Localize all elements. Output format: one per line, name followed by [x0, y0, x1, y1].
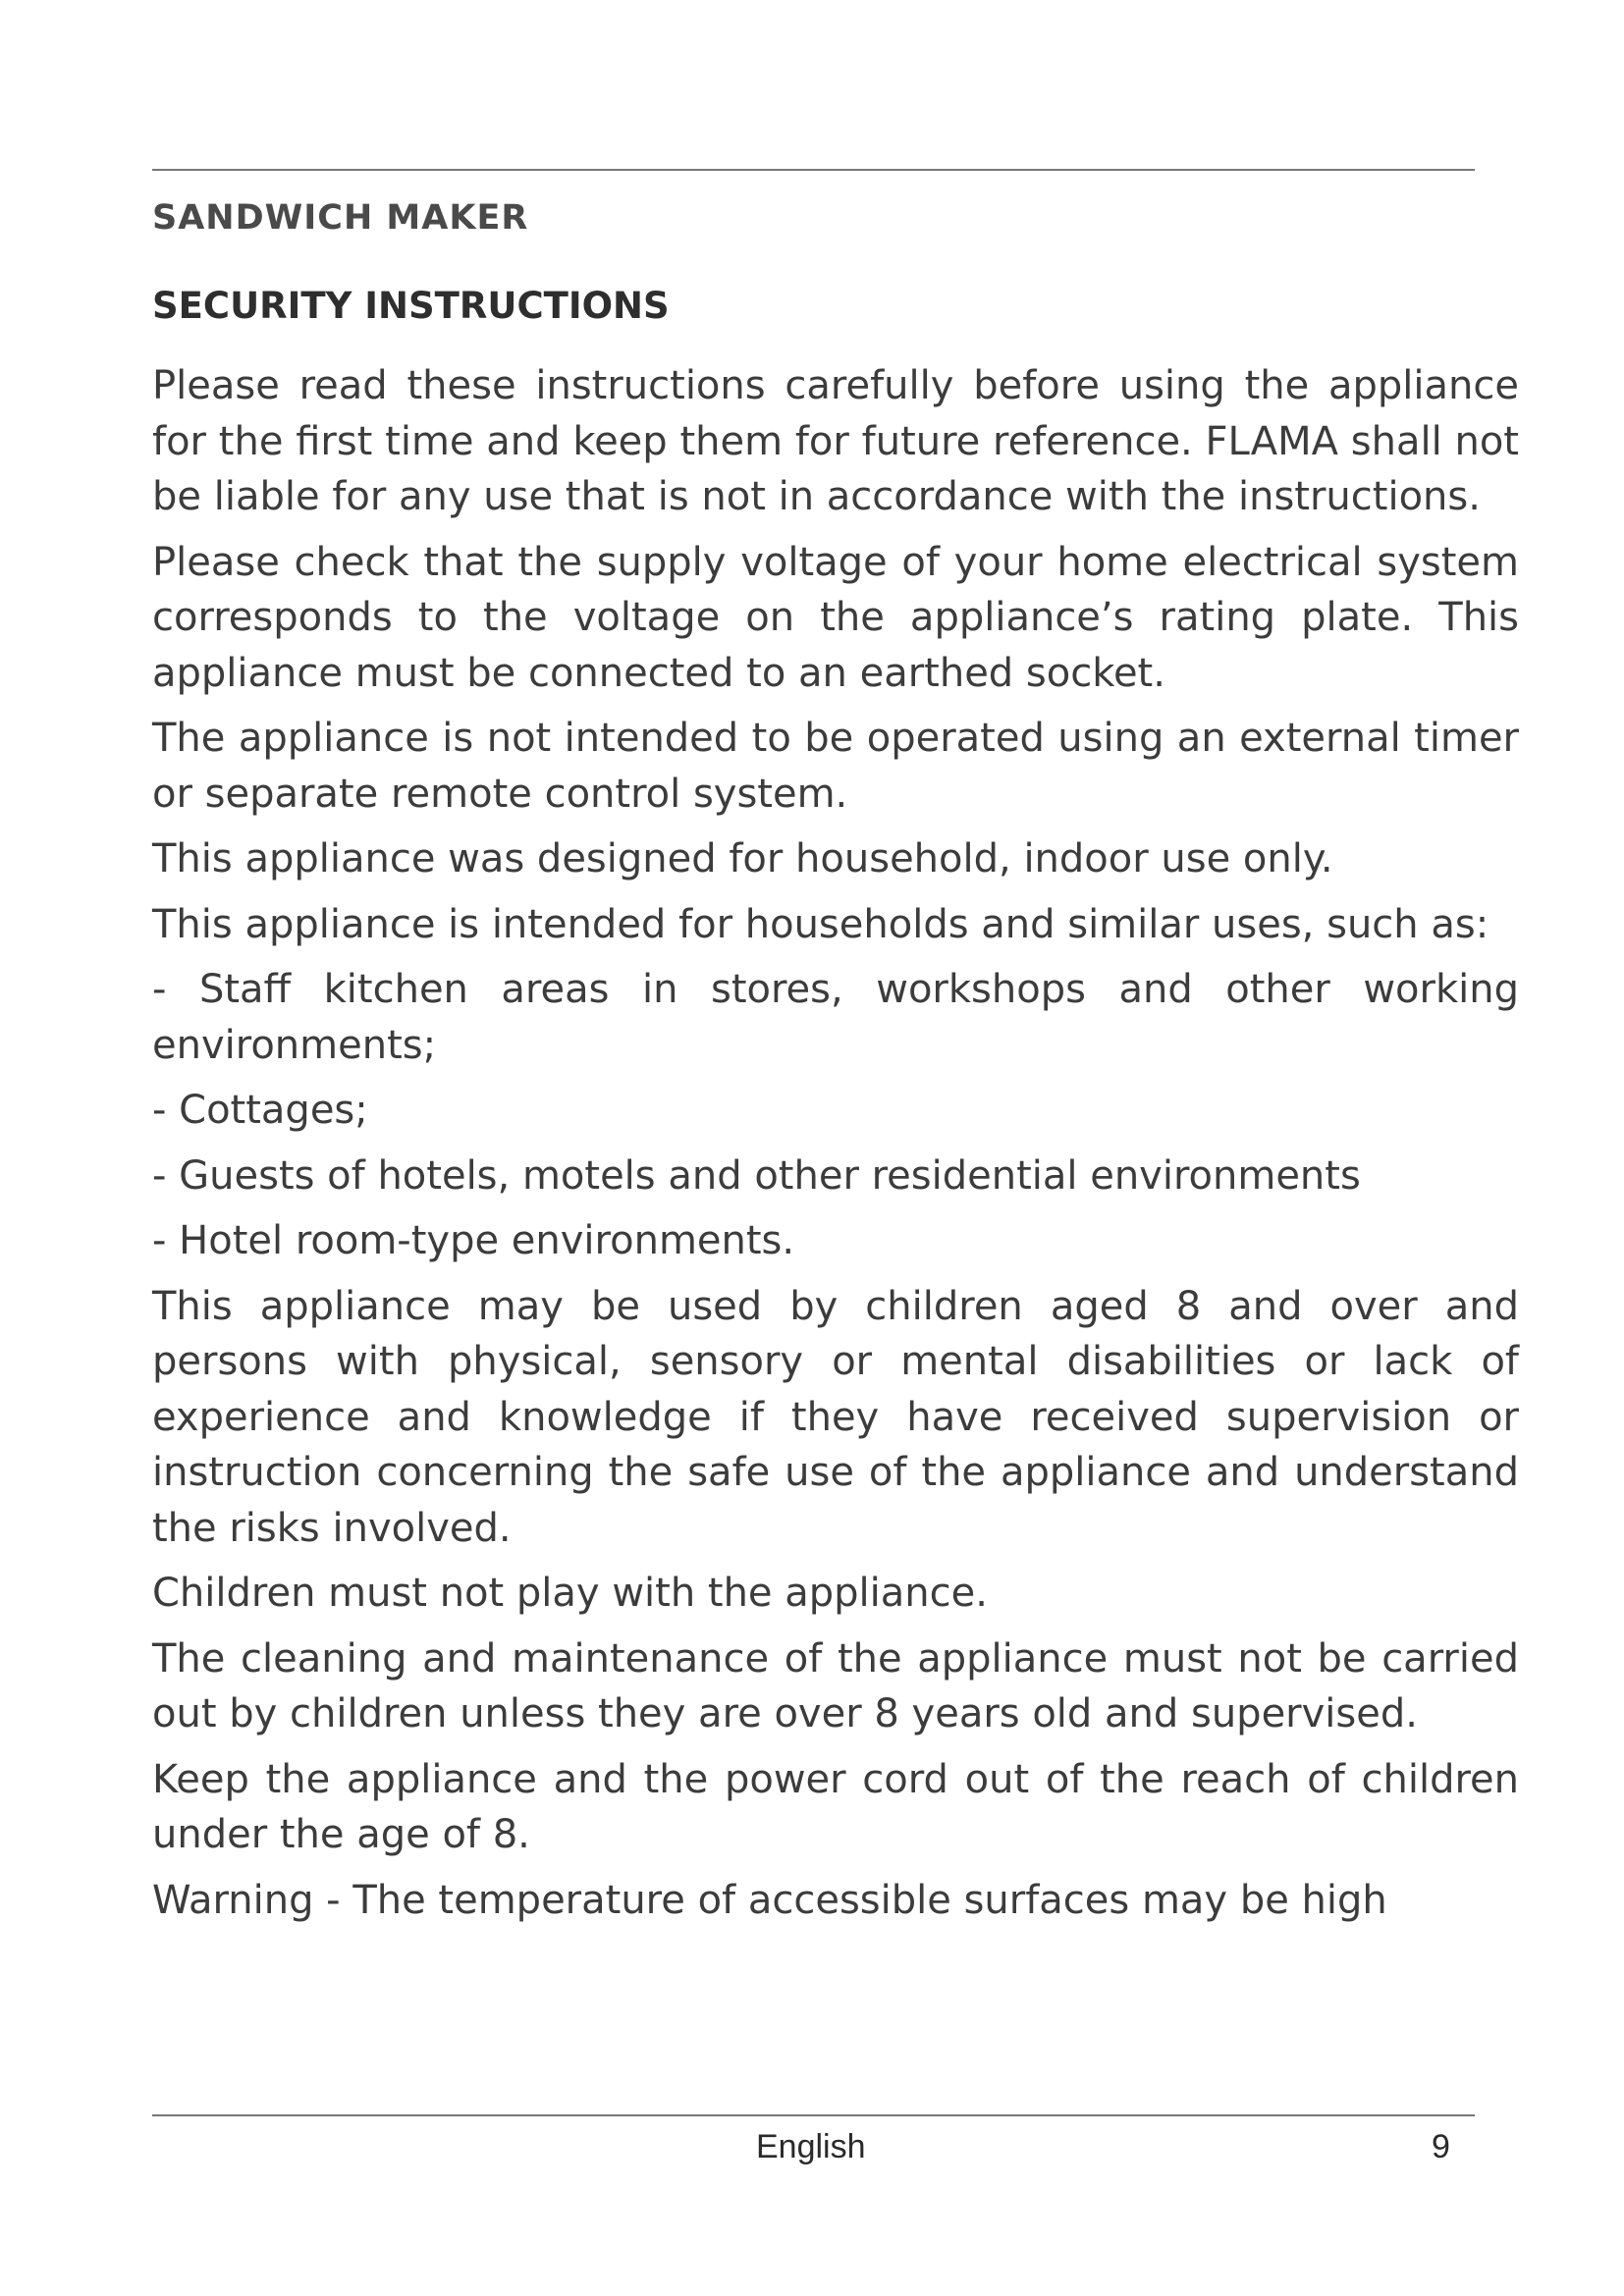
list-item-cottages: - Cottages; [152, 1088, 368, 1133]
paragraph-external-timer: The appliance is not intended to be operated using an external timer or separate remote control system. [152, 716, 1519, 817]
paragraph-children-play: Children must not play with the appliance. [152, 1571, 988, 1616]
list-item-hotel-room: - Hotel room-type environments. [152, 1218, 795, 1263]
paragraph-household-use: This appliance was designed for household, indoor use only. [152, 836, 1333, 881]
paragraph-supply-voltage: Please check that the supply voltage of your home electrical system corresponds to the voltage on the appliance’s rating plate. This appliance must be connected to an earthed socket. [152, 539, 1519, 696]
footer-divider [152, 2114, 1475, 2116]
header-divider [152, 169, 1475, 171]
footer-language: English [756, 2128, 866, 2165]
list-item-staff-kitchen: - Staff kitchen areas in stores, workshops and other working environments; [152, 967, 1519, 1068]
list-item-hotel-guests: - Guests of hotels, motels and other residential environments [152, 1152, 1361, 1199]
product-title: SANDWICH MAKER [152, 198, 529, 238]
paragraph-intended-uses: This appliance is intended for households and similar uses, such as: [152, 901, 1489, 947]
section-heading: SECURITY INSTRUCTIONS [152, 285, 670, 327]
instructions-body [152, 358, 1519, 1938]
page-number: 9 [1432, 2128, 1450, 2165]
paragraph-keep-out-of-reach: Keep the appliance and the power cord out of the reach of children under the age of 8. [152, 1756, 1519, 1857]
paragraph-read-instructions: Please read these instructions carefully before using the appliance for the first time and keep them for future reference. FLAMA shall not be liable for any use that is not in accordance with the instructions. [152, 363, 1519, 519]
paragraph-children-usage: This appliance may be used by children aged 8 and over and persons with physical, sensory or mental disabilities or lack of experience and knowledge if they have received supervision or instruction concerning the safe use of the appliance and understand the risks involved. [152, 1283, 1519, 1551]
paragraph-warning-temperature: Warning - The temperature of accessible surfaces may be high [152, 1877, 1387, 1923]
paragraph-cleaning: The cleaning and maintenance of the appliance must not be carried out by children unless they are over 8 years old and supervised. [152, 1635, 1519, 1736]
